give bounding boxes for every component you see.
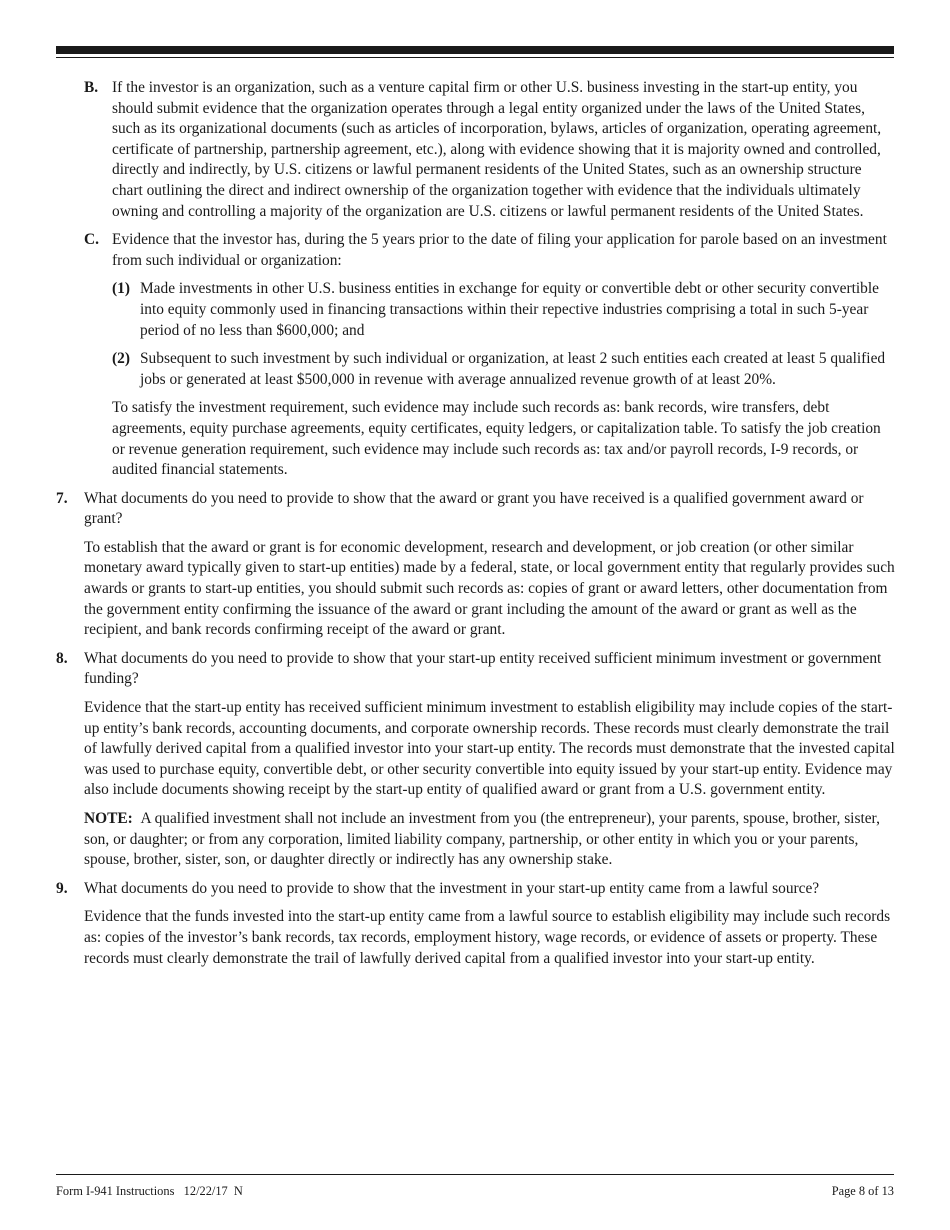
item-c-sub-1 xyxy=(112,279,896,341)
item-c-sub-2-text: Subsequent to such investment by such individual or organization, at least 2 such entities each created at least 5 qualified jobs or generated at least $500,000 in revenue with average annualized revenue growth of at least 20%. xyxy=(140,350,886,388)
footer-form-id: Form I-941 Instructions 12/22/17 N xyxy=(56,1184,243,1198)
question-7-text: What documents do you need to provide to show that the award or grant you have received is a qualified government award or grant? xyxy=(84,489,864,528)
footer-page-number: Page 8 of 13 xyxy=(831,1184,894,1198)
question-8-text: What documents do you need to provide to show that your start-up entity received sufficient minimum investment or government funding? xyxy=(84,649,882,688)
top-rule xyxy=(56,46,894,54)
item-c-note: To satisfy the investment requirement, such evidence may include such records as: bank records, wire transfers, debt agreements, equity purchase agreements, equity certificates, equity ledgers, or capitalization table. To satisfy the job creation or revenue generation requirement, such evidence may include such records as: tax and/or payroll records, I-9 records, or audited financial statements. xyxy=(112,399,881,479)
item-c-sub-1-text: Made investments in other U.S. business entities in exchange for equity or convertible debt or other security convertible into equity commonly used in financing transactions within their repective industries comprising a total in such 5-year period of no less than $600,000; and xyxy=(140,280,879,339)
item-b-label: B. xyxy=(84,79,99,96)
note-8-text: A qualified investment shall not include an investment from you (the entrepreneur), your parents, spouse, brother, sister, son, or daughter; or from any corporation, limited liability company, partnership, or other entity in which you or your parents, spouse, brother, sister, son, or daughter directly or indirectly has any ownership stake. xyxy=(84,810,880,869)
document-body xyxy=(56,78,896,969)
top-rule-thin xyxy=(56,57,894,58)
item-c-sub-2 xyxy=(112,349,896,390)
item-c-sub-1-label: (1) xyxy=(112,280,130,298)
answer-9: Evidence that the funds invested into the start-up entity came from a lawful source to establish eligibility may include such records as: copies of the investor’s bank records, tax records, employment history, wage records, or evidence of assets or property. These records must clearly demonstrate the trail of lawfully derived capital from a qualified investor into your start-up entity. xyxy=(84,908,891,967)
item-b-text: If the investor is an organization, such as a venture capital firm or other U.S. business investing in the start-up entity, you should submit evidence that the organization operates through a legal entity organized under the laws of the United States, such as its organizational documents (such as articles of incorporation, bylaws, articles of organization, operating agreement, certificate of partnership, partnership agreement, etc.), along with evidence showing that it is majority owned and controlled, directly and indirectly, by U.S. citizens or lawful permanent residents of the United States, such as an ownership structure chart outlining the direct and indirect ownership of the organization together with evidence that the individuals ultimately owning and controlling a majority of the organization are U.S. citizens or lawful permanent residents of the United States. xyxy=(112,79,882,220)
question-7 xyxy=(56,489,896,530)
item-c xyxy=(84,230,896,271)
item-b xyxy=(84,78,896,222)
question-8 xyxy=(56,649,896,690)
bottom-rule xyxy=(56,1174,894,1175)
note-8-label: NOTE: xyxy=(84,810,133,827)
item-c-sub-2-label: (2) xyxy=(112,350,130,368)
question-9-label: 9. xyxy=(56,879,68,897)
item-c-label: C. xyxy=(84,231,99,249)
answer-8: Evidence that the start-up entity has received sufficient minimum investment to establish eligibility may include copies of the start-up entity’s bank records, accounting documents, and corporate ownership records. These records must clearly demonstrate the trail of lawfully derived capital from a qualified investor into your start-up entity. The records must demonstrate that the invested capital was used to purchase equity, convertible debt, or other security convertible into equity issued by your start-up entity. Evidence may also include documents showing receipt by the start-up entity of qualified award or grant from a U.S. government entity. xyxy=(84,699,895,799)
question-9 xyxy=(56,879,896,900)
question-9-text: What documents do you need to provide to show that the investment in your start-up entity came from a lawful source? xyxy=(84,879,820,897)
answer-7: To establish that the award or grant is for economic development, research and development, or job creation (or other similar monetary award typically given to start-up entities) made by a federal, state, or local government entity that regularly provides such awards or grants to start-up entities, you should submit such records as: copies of grant or award letters, other documentation from the government entity confirming the issuance of the award or grant including the amount of the award or grant as well as the recipient, and bank records confirming receipt of the award or grant. xyxy=(84,538,895,639)
question-8-label: 8. xyxy=(56,649,68,667)
item-c-text: Evidence that the investor has, during the 5 years prior to the date of filing your application for parole based on an investment from such individual or organization: xyxy=(112,231,887,269)
note-8 xyxy=(84,809,896,871)
question-7-label: 7. xyxy=(56,489,68,507)
